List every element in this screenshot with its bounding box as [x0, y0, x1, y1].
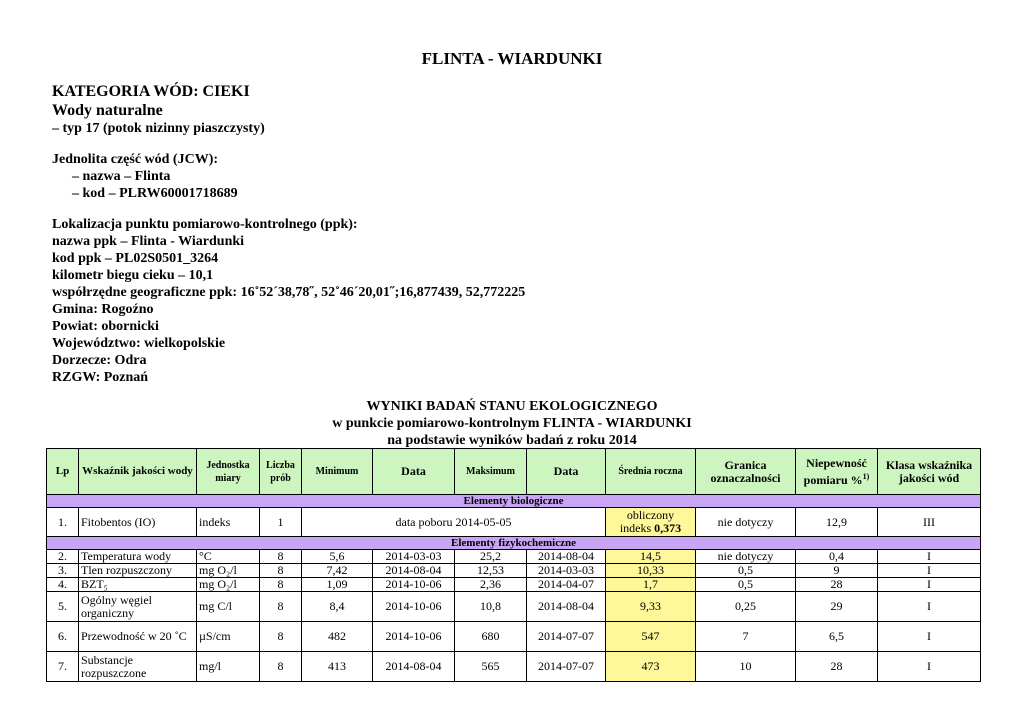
- section-biological-label: Elementy biologiczne: [47, 495, 981, 508]
- ppk-name: nazwa ppk – Flinta - Wiardunki: [52, 234, 245, 249]
- results-title-line1: WYNIKI BADAŃ STANU EKOLOGICZNEGO: [366, 399, 658, 414]
- cell-limit: nie dotyczy: [696, 508, 796, 537]
- cell-indicator: Fitobentos (IO): [79, 508, 197, 537]
- ppk-wojewodztwo: Województwo: wielkopolskie: [52, 336, 226, 351]
- header-lp: Lp: [47, 449, 79, 495]
- cell-average: 547: [606, 622, 696, 652]
- cell-lp: 1.: [47, 508, 79, 537]
- header-date-min: Data: [373, 449, 455, 495]
- header-indicator: Wskaźnik jakości wody: [79, 449, 197, 495]
- cell-samples: 8: [260, 550, 302, 564]
- jcw-name: – nazwa – Flinta: [72, 169, 171, 184]
- ppk-code: kod ppk – PL02S0501_3264: [52, 251, 219, 266]
- ppk-dorzecze: Dorzecze: Odra: [52, 353, 147, 368]
- cell-average: 9,33: [606, 592, 696, 622]
- table-row: [47, 592, 981, 622]
- table-row: [47, 652, 981, 682]
- cell-lp: 6.: [47, 622, 79, 652]
- cell-date-max: 2014-07-07: [527, 622, 606, 652]
- cell-class: I: [878, 564, 981, 578]
- cell-samples: 8: [260, 564, 302, 578]
- cell-uncertainty: 28: [796, 652, 878, 682]
- results-title-line2: w punkcie pomiarowo-kontrolnym FLINTA - WIARDUNKI: [332, 416, 692, 431]
- cell-limit: 0,5: [696, 564, 796, 578]
- cell-date-min: 2014-03-03: [373, 550, 455, 564]
- ppk-km: kilometr biegu cieku – 10,1: [52, 268, 214, 283]
- header-maximum: Maksimum: [455, 449, 527, 495]
- table-row: [47, 622, 981, 652]
- table-row: [47, 564, 981, 578]
- cell-class: I: [878, 592, 981, 622]
- cell-date-min: 2014-08-04: [373, 564, 455, 578]
- cell-indicator: Tlen rozpuszczony: [79, 564, 197, 578]
- header-average: Średnia roczna: [606, 449, 696, 495]
- cell-lp: 2.: [47, 550, 79, 564]
- header-limit: Granica oznaczalności: [696, 449, 796, 495]
- cell-limit: 0,5: [696, 578, 796, 592]
- cell-date-min: 2014-10-06: [373, 592, 455, 622]
- ppk-heading: Lokalizacja punktu pomiarowo-kontrolnego (ppk):: [52, 217, 358, 232]
- jcw-heading: Jednolita część wód (JCW):: [52, 152, 219, 167]
- cell-uncertainty: 9: [796, 564, 878, 578]
- cell-indicator: Przewodność w 20 ˚C: [79, 622, 197, 652]
- cell-uncertainty: 29: [796, 592, 878, 622]
- cell-average: 1,7: [606, 578, 696, 592]
- header-minimum: Minimum: [302, 449, 373, 495]
- cell-maximum: 25,2: [455, 550, 527, 564]
- cell-unit: mg O₂/l: [197, 578, 260, 592]
- header-date-max: Data: [527, 449, 606, 495]
- section-physicochemical-label: Elementy fizykochemiczne: [47, 537, 981, 550]
- cell-samples: 8: [260, 578, 302, 592]
- cell-samples: 8: [260, 652, 302, 682]
- cell-maximum: 10,8: [455, 592, 527, 622]
- cell-maximum: 680: [455, 622, 527, 652]
- cell-samples: 8: [260, 622, 302, 652]
- results-title-line3: na podstawie wyników badań z roku 2014: [387, 433, 637, 448]
- section-biological: [47, 495, 981, 508]
- page-title: FLINTA - WIARDUNKI: [421, 49, 603, 68]
- cell-maximum: 2,36: [455, 578, 527, 592]
- cell-uncertainty: 0,4: [796, 550, 878, 564]
- results-title: [0, 398, 1024, 449]
- cell-date-min: 2014-10-06: [373, 622, 455, 652]
- header-class: Klasa wskaźnika jakości wód: [878, 449, 981, 495]
- cell-uncertainty: 12,9: [796, 508, 878, 537]
- cell-indicator: BZT₅: [79, 578, 197, 592]
- cell-indicator: Substancje rozpuszczone: [79, 652, 197, 682]
- cell-minimum: 482: [302, 622, 373, 652]
- cell-class: I: [878, 622, 981, 652]
- cell-unit: °C: [197, 550, 260, 564]
- cell-class: I: [878, 578, 981, 592]
- cell-average: 14,5: [606, 550, 696, 564]
- cell-limit: 10: [696, 652, 796, 682]
- cell-average: 10,33: [606, 564, 696, 578]
- cell-unit: mg O₂/l: [197, 564, 260, 578]
- ppk-powiat: Powiat: obornicki: [52, 319, 159, 334]
- cell-limit: 7: [696, 622, 796, 652]
- cell-samples: 8: [260, 592, 302, 622]
- section-physicochemical: [47, 537, 981, 550]
- cell-minimum: 8,4: [302, 592, 373, 622]
- table-row: [47, 508, 981, 537]
- average-index: indeks 0,373: [619, 521, 682, 535]
- uncertainty-footnote-mark: 1): [862, 471, 870, 481]
- cell-indicator: Temperatura wody: [79, 550, 197, 564]
- cell-date-min: 2014-10-06: [373, 578, 455, 592]
- cell-minimum: 1,09: [302, 578, 373, 592]
- cell-unit: µS/cm: [197, 622, 260, 652]
- header-uncertainty: Niepewność pomiaru %$^{1)}$: [796, 449, 878, 495]
- header-samples: Liczba prób: [260, 449, 302, 495]
- table-row: [47, 578, 981, 592]
- ppk-rzgw: RZGW: Poznań: [52, 370, 149, 385]
- jcw-code: – kod – PLRW60001718689: [72, 186, 238, 201]
- cell-limit: nie dotyczy: [696, 550, 796, 564]
- cell-minimum: 5,6: [302, 550, 373, 564]
- results-table: [46, 448, 981, 682]
- cell-sampling-date: data poboru 2014-05-05: [302, 508, 606, 537]
- average-note: obliczony: [626, 508, 675, 522]
- cell-date-max: 2014-03-03: [527, 564, 606, 578]
- cell-lp: 3.: [47, 564, 79, 578]
- cell-date-max: 2014-08-04: [527, 550, 606, 564]
- cell-date-max: 2014-08-04: [527, 592, 606, 622]
- header-unit: Jednostka miary: [197, 449, 260, 495]
- cell-date-min: 2014-08-04: [373, 652, 455, 682]
- cell-date-max: 2014-07-07: [527, 652, 606, 682]
- cell-date-max: 2014-04-07: [527, 578, 606, 592]
- cell-average: [606, 508, 696, 537]
- cell-class: I: [878, 652, 981, 682]
- cell-limit: 0,25: [696, 592, 796, 622]
- water-type: – typ 17 (potok nizinny piaszczysty): [52, 121, 265, 136]
- cell-lp: 7.: [47, 652, 79, 682]
- cell-lp: 5.: [47, 592, 79, 622]
- cell-indicator: Ogólny węgiel organiczny: [79, 592, 197, 622]
- cell-samples: 1: [260, 508, 302, 537]
- cell-maximum: 12,53: [455, 564, 527, 578]
- cell-unit: mg/l: [197, 652, 260, 682]
- cell-minimum: 413: [302, 652, 373, 682]
- cell-average: 473: [606, 652, 696, 682]
- ppk-gmina: Gmina: Rogoźno: [52, 302, 154, 317]
- cell-unit: indeks: [197, 508, 260, 537]
- ppk-coords: współrzędne geograficzne ppk: 16˚52´38,78˝, 52˚46´20,01˝;16,877439, 52,772225: [52, 285, 526, 300]
- cell-uncertainty: 28: [796, 578, 878, 592]
- station-info: [52, 82, 525, 386]
- cell-lp: 4.: [47, 578, 79, 592]
- cell-minimum: 7,42: [302, 564, 373, 578]
- cell-class: I: [878, 550, 981, 564]
- cell-class: III: [878, 508, 981, 537]
- cell-uncertainty: 6,5: [796, 622, 878, 652]
- table-row: [47, 550, 981, 564]
- cell-maximum: 565: [455, 652, 527, 682]
- water-category: KATEGORIA WÓD: CIEKI: [52, 83, 250, 100]
- cell-unit: mg C/l: [197, 592, 260, 622]
- water-nature: Wody naturalne: [52, 102, 163, 119]
